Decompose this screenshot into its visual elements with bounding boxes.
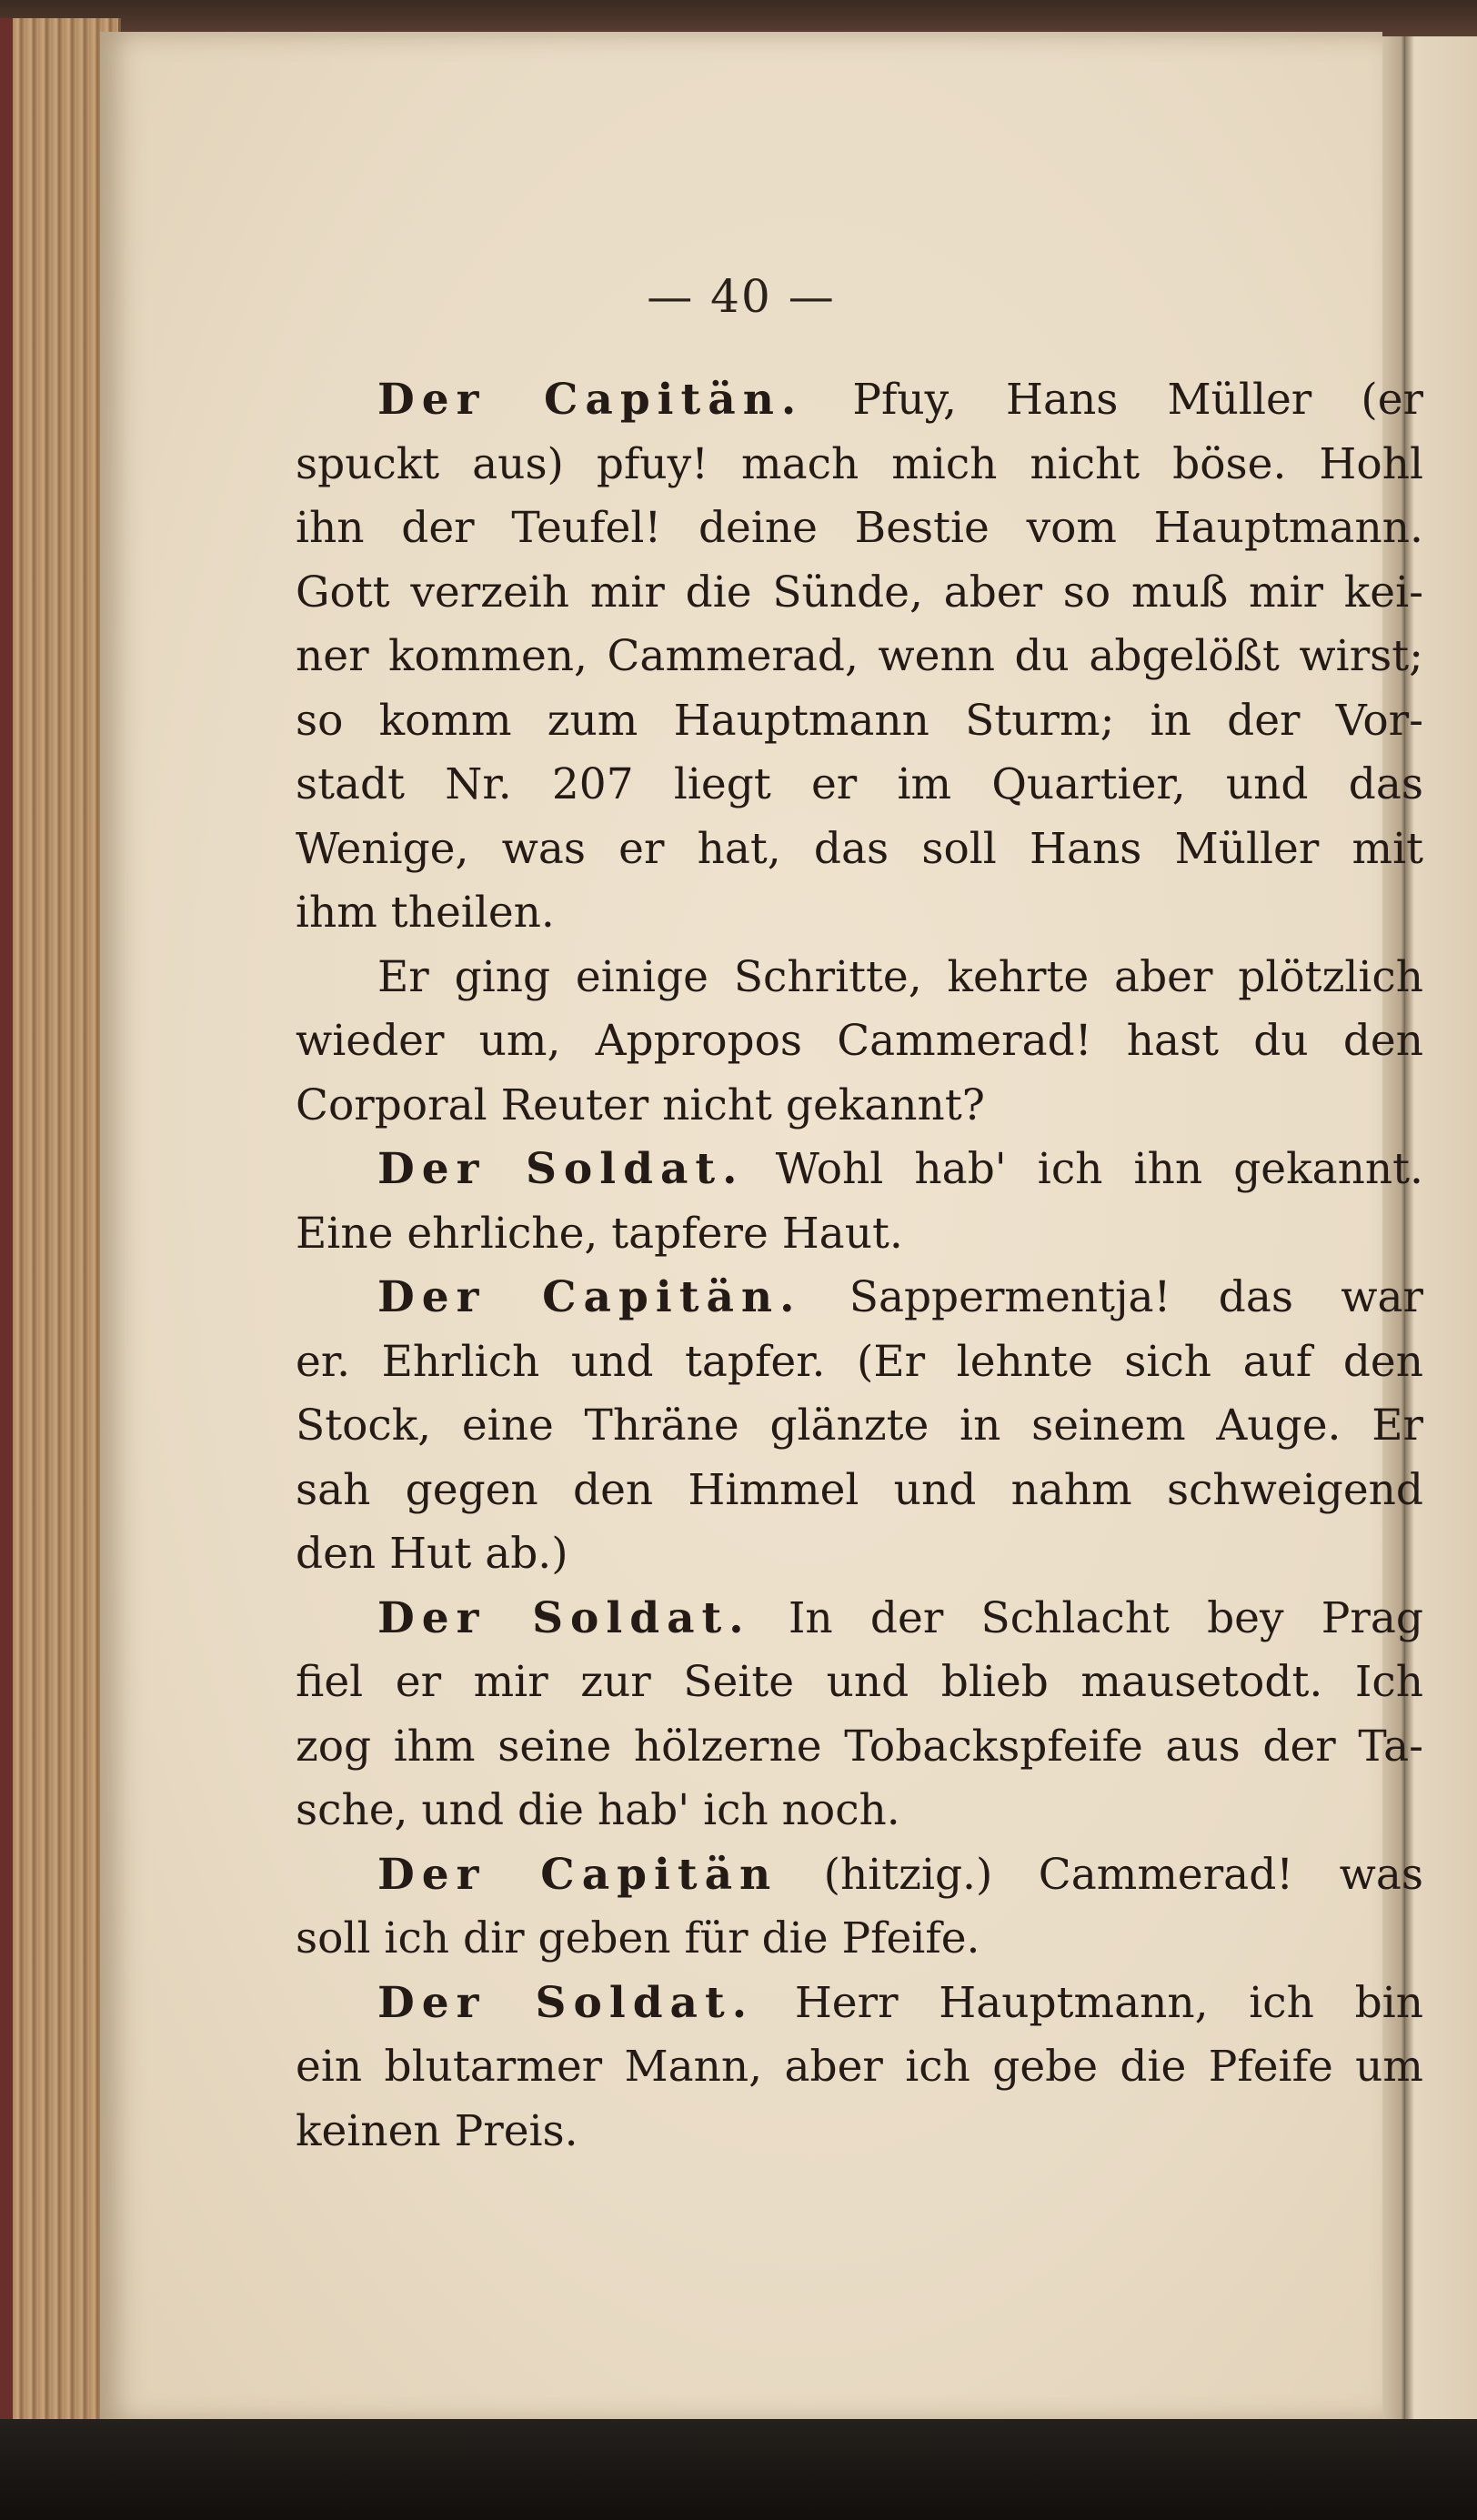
line-text: so komm zum Hauptmann Sturm; in der Vor- [296, 695, 1423, 746]
line-text: Eine ehrliche, tapfere Haut. [296, 1208, 903, 1259]
text-line [296, 2035, 1423, 2100]
book-bottom-edge [0, 2419, 1477, 2520]
text-line [296, 497, 1423, 561]
speaker-name: Der Capitän. [377, 375, 804, 425]
text-line [296, 1843, 1423, 1908]
line-text: Stock, eine Thräne glänzte in seinem Auge. Er [296, 1401, 1423, 1451]
line-text: Gott verzeih mir die Sünde, aber so muß mir kei- [296, 567, 1423, 617]
text-line [296, 2100, 1423, 2164]
line-text: soll ich dir geben für die Pfeife. [296, 1913, 980, 1963]
text-line [296, 753, 1423, 818]
text-line [296, 368, 1423, 433]
text-line [296, 561, 1423, 626]
line-text: keinen Preis. [296, 2105, 578, 2156]
text-line [296, 1907, 1423, 1972]
line-text: den Hut ab.) [296, 1529, 568, 1579]
page-text [296, 368, 1423, 2164]
text-line [296, 1715, 1423, 1780]
line-text: Sappermentja! das war [849, 1272, 1423, 1322]
text-line [296, 1394, 1423, 1459]
text-line [296, 1074, 1423, 1139]
line-text: er. Ehrlich und tapfer. (Er lehnte sich auf den [296, 1336, 1423, 1387]
speaker-name: Der Capitän [377, 1849, 779, 1900]
line-text: spuckt aus) pfuy! mach mich nicht böse. Hohl [296, 438, 1423, 489]
line-text: stadt Nr. 207 liegt er im Quartier, und das [296, 759, 1423, 809]
book-page [100, 32, 1423, 2424]
book-top-edge [0, 0, 1477, 36]
line-text: Wohl hab' ich ihn gekannt. [775, 1144, 1423, 1194]
text-line [296, 1202, 1423, 1267]
text-line [296, 1330, 1423, 1395]
text-line [296, 1522, 1423, 1587]
text-line [296, 881, 1423, 946]
text-line [296, 1459, 1423, 1523]
text-line [296, 1266, 1423, 1330]
line-text: Pfuy, Hans Müller (er [852, 375, 1423, 425]
text-line [296, 433, 1423, 497]
line-text: In der Schlacht bey Prag [788, 1592, 1423, 1643]
page-number: — 40 — [647, 270, 836, 323]
text-line [296, 946, 1423, 1010]
speaker-name: Der Soldat. [377, 1144, 745, 1194]
line-text: zog ihm seine hölzerne Tobackspfeife aus der Ta- [296, 1721, 1423, 1772]
line-text: sah gegen den Himmel und nahm schweigend [296, 1464, 1423, 1515]
text-line [296, 818, 1423, 882]
speaker-name: Der Soldat. [377, 1977, 755, 2028]
text-line [296, 1587, 1423, 1652]
line-text: wieder um, Appropos Cammerad! hast du den [296, 1016, 1423, 1066]
line-text: Herr Hauptmann, ich bin [794, 1977, 1423, 2028]
text-line [296, 625, 1423, 689]
text-line [296, 1009, 1423, 1074]
line-text: ner kommen, Cammerad, wenn du abgelößt wirst; [296, 631, 1423, 681]
line-text: fiel er mir zur Seite und blieb mausetodt. Ich [296, 1657, 1423, 1707]
text-line [296, 1779, 1423, 1843]
text-line [296, 689, 1423, 754]
book-cover-edge [0, 18, 13, 2428]
line-text: Corporal Reuter nicht gekannt? [296, 1079, 985, 1130]
text-line [296, 1138, 1423, 1202]
text-line [296, 1972, 1423, 2036]
line-text: Er ging einige Schritte, kehrte aber plötzlich [377, 951, 1423, 1002]
line-text: ihm theilen. [296, 888, 555, 938]
text-line [296, 1651, 1423, 1715]
line-text: (hitzig.) Cammerad! was [823, 1849, 1423, 1900]
line-text: ein blutarmer Mann, aber ich gebe die Pfeife um [296, 2042, 1423, 2092]
line-text: sche, und die hab' ich noch. [296, 1785, 900, 1835]
speaker-name: Der Capitän. [377, 1272, 802, 1322]
speaker-name: Der Soldat. [377, 1592, 751, 1643]
line-text: Wenige, was er hat, das soll Hans Müller mit [296, 823, 1423, 874]
line-text: ihn der Teufel! deine Bestie vom Hauptmann. [296, 503, 1423, 553]
